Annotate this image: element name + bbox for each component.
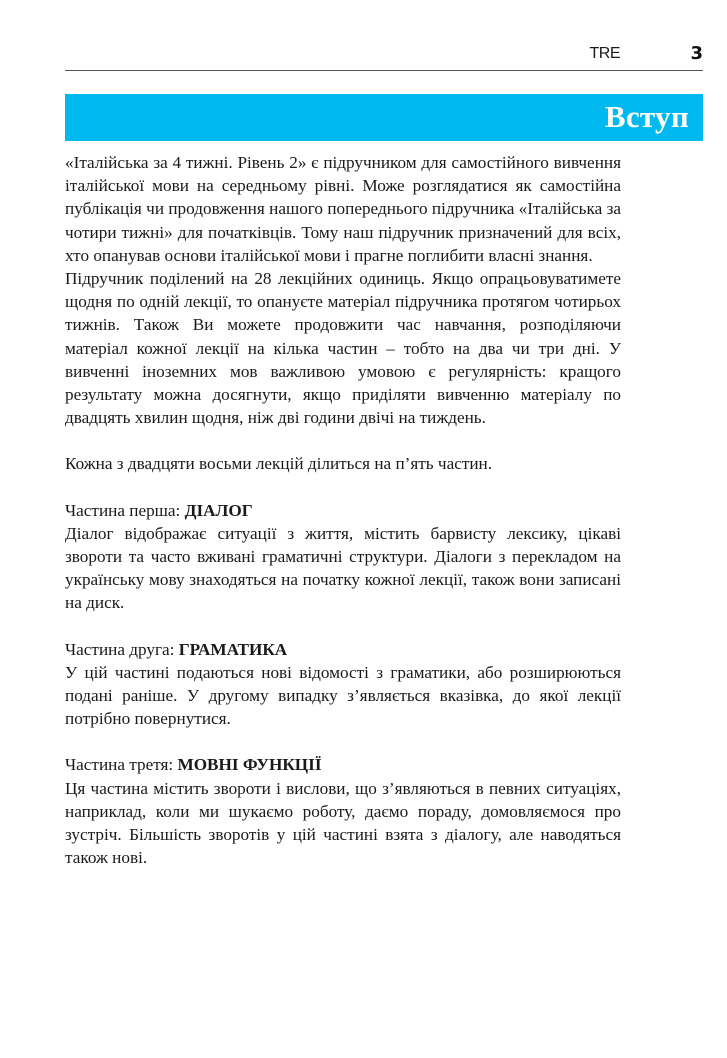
section-heading-dialog [65, 499, 621, 522]
section-heading-grammar [65, 638, 621, 661]
section-label: Частина перша: [65, 500, 185, 520]
section-heading-language-functions [65, 753, 621, 776]
section-body-language-functions: Ця частина містить звороти і вислови, що з’являються в певних ситуаціях, наприклад, коли ми шукаємо роботу, даємо пораду, домовляємося про зустріч. Більшість зворотів у цій частині взята з діалогу, але наводяться також нові. [65, 778, 621, 868]
page-content [65, 151, 621, 869]
section-body-grammar: У цій частині подаються нові відомості з граматики, або розширюються подані раніше. У другому випадку з’являється вказівка, до якої лекції потрібно повернутися. [65, 662, 621, 729]
section-body-dialog: Діалог відображає ситуації з життя, містить барвисту лексику, цікаві звороти та часто вживані граматичні структури. Діалоги з перекладом на українську мову знаходяться на початку кожної лекції, також вони записані на диск. [65, 523, 621, 613]
intro-paragraph-1: «Італійська за 4 тижні. Рівень 2» є підручником для самостійного вивчення італійської мови на середньому рівні. Може розглядатися як самостійна публікація чи продовження нашого попереднього підручника «Італійська за чотири тижні» для початківців. Тому наш підручник призначений для всіх, хто опанував основи італійської мови і прагне поглибити власні знання. [65, 153, 621, 265]
section-name: ГРАМАТИКА [178, 639, 288, 659]
section-name: ДІАЛОГ [184, 500, 253, 520]
intro-paragraph-3: Кожна з двадцяти восьми лекцій ділиться на п’ять частин. [65, 454, 493, 474]
series-name: TRE [589, 45, 620, 62]
section-name: МОВНІ ФУНКЦІЇ [177, 755, 322, 775]
chapter-title-bar [65, 94, 703, 141]
intro-paragraph-2: Підручник поділений на 28 лекційних одиниць. Якщо опрацьовуватимете щодня по одній лекції, то опануєте матеріал підручника протягом чотирьох тижнів. Також Ви можете продовжити час навчання, розподіляючи матеріал кожної лекції на кілька частин – тобто на два чи три дні. У вивченні іноземних мов важливою умовою є регулярність: кращого результату можна досягнути, якщо приділяти вивченню матеріалу по двадцять хвилин щодня, ніж дві години двічі на тиждень. [65, 269, 621, 428]
page-number: 3 [690, 43, 703, 64]
running-head [65, 40, 703, 71]
section-label: Частина третя: [65, 755, 178, 775]
section-label: Частина друга: [65, 639, 179, 659]
chapter-title: Вступ [604, 99, 689, 134]
